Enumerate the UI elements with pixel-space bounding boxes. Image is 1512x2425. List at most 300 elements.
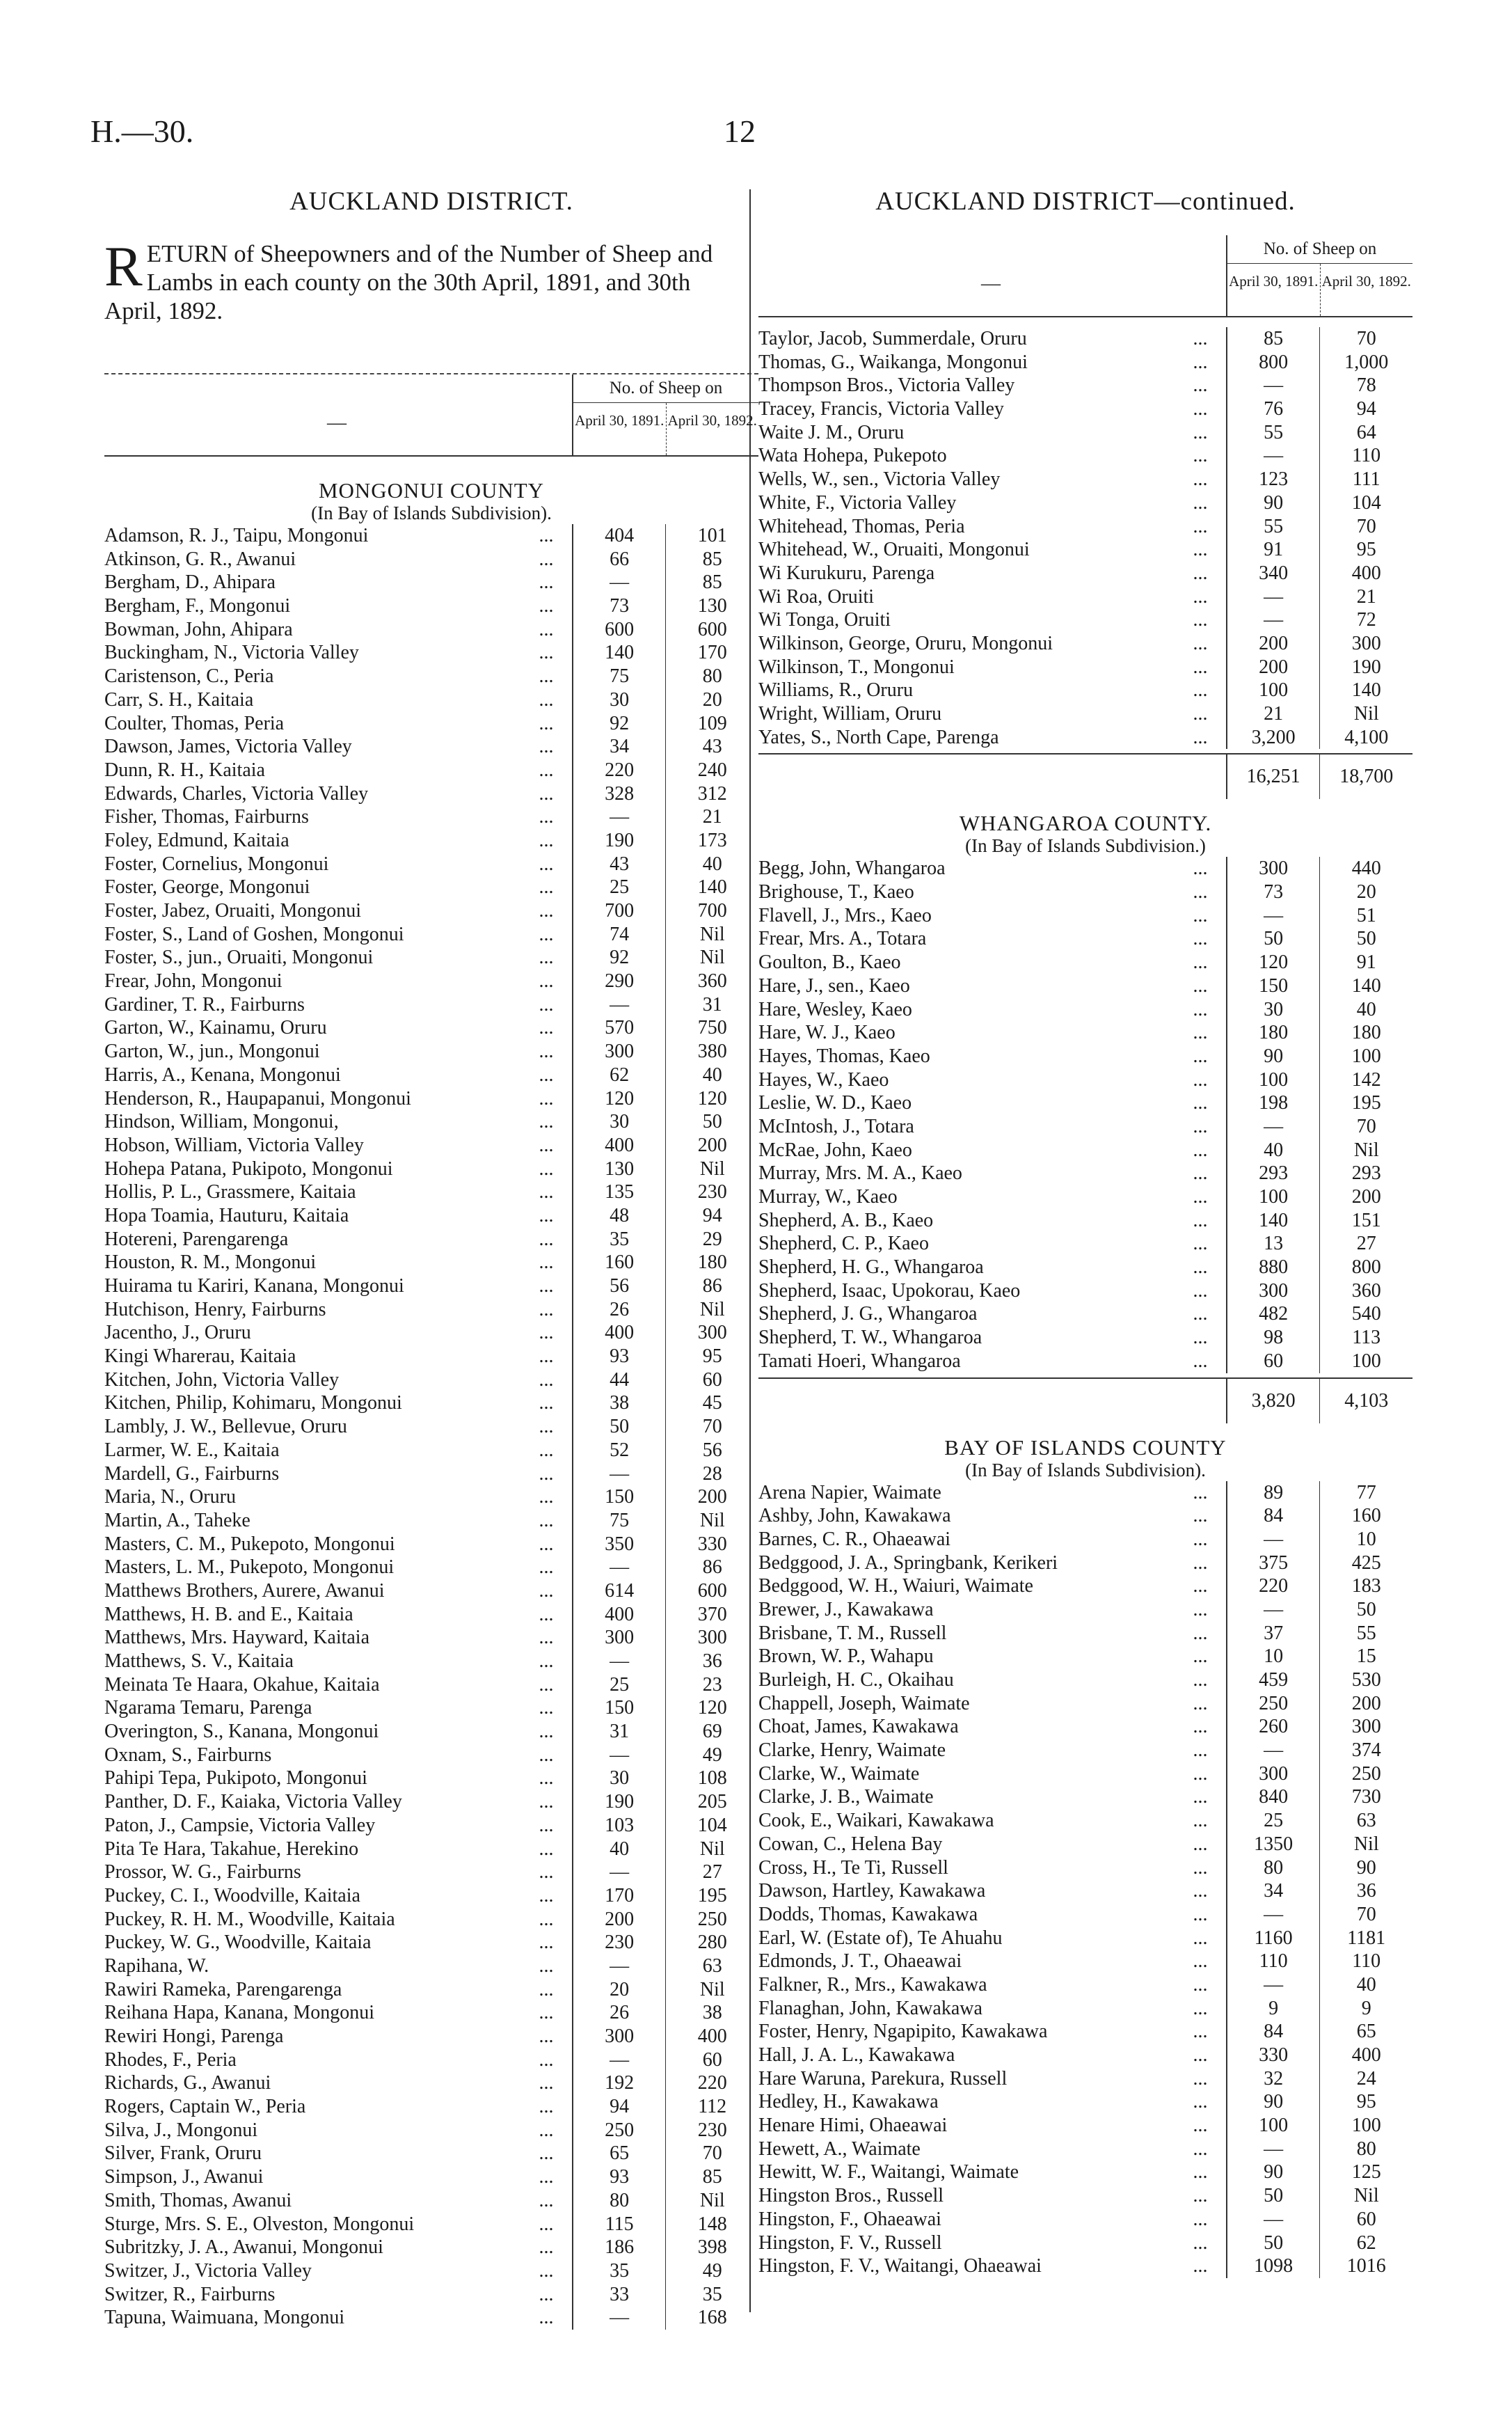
table-row — [104, 1650, 758, 1673]
sheep-1892: 86 — [665, 1556, 758, 1579]
table-row — [758, 1504, 1412, 1528]
sheep-1892: 540 — [1319, 1302, 1412, 1326]
sheep-1892: 400 — [1319, 562, 1412, 585]
sheep-1891: 103 — [572, 1814, 666, 1838]
table-row — [758, 1162, 1412, 1185]
sheep-1892: 110 — [1319, 1950, 1412, 1973]
leader-dots: ... — [539, 876, 554, 899]
leader-dots: ... — [1193, 726, 1208, 748]
sheep-1891: 200 — [1226, 656, 1320, 679]
sheep-1891: 38 — [572, 1391, 666, 1415]
sheep-1892: 20 — [1319, 880, 1412, 904]
owner-name: Leslie, W. D., Kaeo — [758, 1092, 912, 1114]
table-row — [758, 444, 1412, 468]
owner-name: Hohepa Patana, Pukipoto, Mongonui — [104, 1158, 393, 1180]
sheep-1891: 186 — [572, 2236, 666, 2259]
sheep-1891: 350 — [572, 1533, 666, 1556]
sheep-1891: 840 — [1226, 1785, 1320, 1809]
leader-dots: ... — [1193, 858, 1208, 880]
sheep-1892: 300 — [665, 1626, 758, 1650]
table-row — [758, 1785, 1412, 1809]
sheep-1891: 92 — [572, 946, 666, 970]
sheep-1891: 65 — [572, 2142, 666, 2165]
table-row — [104, 1134, 758, 1158]
leader-dots: ... — [539, 1251, 554, 1274]
leader-dots: ... — [1193, 974, 1208, 997]
table-header-right — [758, 235, 1412, 317]
sheep-1891: 120 — [1226, 951, 1320, 974]
table-row — [104, 2283, 758, 2307]
leader-dots: ... — [539, 1017, 554, 1039]
table-row — [758, 656, 1412, 679]
owner-name: Matthews, H. B. and E., Kaitaia — [104, 1603, 353, 1625]
dropcap: R — [104, 235, 143, 298]
leader-dots: ... — [539, 1275, 554, 1297]
leader-dots: ... — [1193, 1622, 1208, 1644]
owner-name: Shepherd, J. G., Whangaroa — [758, 1303, 978, 1325]
sheep-1892: 600 — [665, 1579, 758, 1603]
owner-name: Bergham, D., Ahipara — [104, 571, 276, 594]
section-title-mongonui: MONGONUI COUNTY — [318, 478, 545, 503]
table-row — [758, 1139, 1412, 1162]
sheep-1892: 24 — [1319, 2067, 1412, 2091]
owner-name: Bedggood, J. A., Springbank, Kerikeri — [758, 1551, 1058, 1574]
owner-name: Brighouse, T., Kaeo — [758, 881, 914, 903]
sheep-1891: — — [1226, 2138, 1320, 2161]
leader-dots: ... — [1193, 445, 1208, 467]
leader-dots: ... — [539, 1650, 554, 1672]
sheep-1892: Nil — [665, 1509, 758, 1533]
sheep-1892: 240 — [665, 759, 758, 782]
leader-dots: ... — [1193, 609, 1208, 631]
sheep-1892: 230 — [665, 2119, 758, 2142]
owner-name: Whitehead, W., Oruaiti, Mongonui — [758, 539, 1030, 561]
sheep-1891: 30 — [572, 1767, 666, 1790]
table-row — [758, 1762, 1412, 1786]
table-row — [104, 1064, 758, 1087]
sheep-1892: 120 — [665, 1087, 758, 1111]
sheep-1891: 100 — [1226, 1068, 1320, 1092]
sheep-1891: 50 — [1226, 2184, 1320, 2208]
table-row — [758, 1950, 1412, 1973]
header-col-1891: April 30, 1891. — [575, 412, 665, 429]
table-row — [104, 1884, 758, 1908]
sheep-1892: 60 — [665, 2048, 758, 2072]
total-1891: 3,820 — [1226, 1379, 1320, 1423]
table-row — [758, 1927, 1412, 1950]
leader-dots: ... — [539, 829, 554, 851]
leader-dots: ... — [539, 993, 554, 1016]
sheep-1892: 109 — [665, 712, 758, 736]
owner-name: Cowan, C., Helena Bay — [758, 1833, 943, 1855]
owner-name: Barnes, C. R., Ohaeawai — [758, 1528, 951, 1550]
table-row — [758, 2208, 1412, 2232]
sheep-1892: Nil — [665, 923, 758, 947]
table-row — [104, 970, 758, 993]
owner-name: Paton, J., Campsie, Victoria Valley — [104, 1814, 376, 1836]
table-row — [758, 2254, 1412, 2278]
table-row — [758, 608, 1412, 632]
sheep-1892: 86 — [665, 1274, 758, 1298]
sheep-1892: Nil — [665, 1838, 758, 1861]
sheep-1892: 104 — [1319, 491, 1412, 515]
sheep-1891: 250 — [1226, 1692, 1320, 1716]
owner-name: Hayes, Thomas, Kaeo — [758, 1045, 930, 1067]
leader-dots: ... — [539, 782, 554, 805]
leader-dots: ... — [1193, 951, 1208, 974]
table-row — [758, 1528, 1412, 1551]
sheep-1891: 260 — [1226, 1715, 1320, 1739]
leader-dots: ... — [1193, 2185, 1208, 2207]
table-row — [104, 899, 758, 923]
table-row — [758, 702, 1412, 726]
sheep-1891: 40 — [1226, 1139, 1320, 1162]
sheep-1892: 151 — [1319, 1209, 1412, 1233]
sheep-1891: 180 — [1226, 1021, 1320, 1045]
sheep-1892: 100 — [1319, 1350, 1412, 1373]
owner-name: Foley, Edmund, Kaitaia — [104, 829, 289, 851]
leader-dots: ... — [539, 1111, 554, 1133]
leader-dots: ... — [539, 1721, 554, 1743]
owner-name: McIntosh, J., Totara — [758, 1115, 914, 1137]
leader-dots: ... — [539, 688, 554, 711]
sheep-1892: 62 — [1319, 2232, 1412, 2255]
sheep-1891: — — [1226, 608, 1320, 632]
leader-dots: ... — [1193, 1350, 1208, 1372]
sheep-1892: 64 — [1319, 421, 1412, 445]
owner-name: Wilkinson, George, Oruru, Mongonui — [758, 632, 1053, 654]
owner-name: Brewer, J., Kawakawa — [758, 1598, 934, 1620]
leader-dots: ... — [539, 1509, 554, 1531]
owner-name: Matthews Brothers, Aurere, Awanui — [104, 1579, 385, 1602]
table-row — [104, 1838, 758, 1861]
owner-name: Foster, George, Mongonui — [104, 876, 310, 899]
sheep-1891: — — [572, 2048, 666, 2072]
leader-dots: ... — [1193, 1762, 1208, 1785]
sheep-1891: 93 — [572, 2165, 666, 2189]
owner-name: Dawson, James, Victoria Valley — [104, 736, 352, 758]
sheep-1892: 36 — [665, 1650, 758, 1673]
owner-name: Bedggood, W. H., Waiuri, Waimate — [758, 1575, 1033, 1597]
leader-dots: ... — [1193, 881, 1208, 903]
leader-dots: ... — [539, 1298, 554, 1320]
leader-dots: ... — [539, 1181, 554, 1203]
sheep-1891: 340 — [1226, 562, 1320, 585]
table-row — [104, 1673, 758, 1697]
sheep-1891: 30 — [572, 1110, 666, 1134]
sheep-1891: — — [1226, 1973, 1320, 1997]
sheep-1892: 36 — [1319, 1879, 1412, 1903]
sheep-1891: — — [1226, 1903, 1320, 1927]
leader-dots: ... — [539, 571, 554, 594]
owner-name: Clarke, Henry, Waimate — [758, 1739, 946, 1762]
leader-dots: ... — [1193, 468, 1208, 491]
table-row — [758, 632, 1412, 656]
owner-name: Brisbane, T. M., Russell — [758, 1622, 947, 1644]
leader-dots: ... — [539, 970, 554, 993]
sheep-1892: 90 — [1319, 1856, 1412, 1880]
sheep-1892: 40 — [665, 1064, 758, 1087]
leader-dots: ... — [1193, 351, 1208, 373]
sheep-1891: 25 — [572, 1673, 666, 1697]
table-row — [104, 923, 758, 947]
section-subtitle-bay-of-islands: (In Bay of Islands Subdivision). — [965, 1459, 1206, 1480]
leader-dots: ... — [539, 1204, 554, 1226]
owner-name: Hingston Bros., Russell — [758, 2185, 944, 2207]
sheep-1891: 89 — [1226, 1481, 1320, 1505]
sheep-1891: 35 — [572, 2259, 666, 2283]
sheep-1892: 85 — [665, 571, 758, 594]
sheep-1892: 55 — [1319, 1622, 1412, 1645]
leader-dots: ... — [539, 1041, 554, 1063]
leader-dots: ... — [539, 1087, 554, 1109]
table-row — [758, 927, 1412, 951]
sheep-1892: Nil — [1319, 2184, 1412, 2208]
sheep-1892: 91 — [1319, 951, 1412, 974]
leader-dots: ... — [539, 2002, 554, 2024]
sheep-1891: 94 — [572, 2095, 666, 2119]
owner-name: Oxnam, S., Fairburns — [104, 1744, 272, 1766]
sheep-1892: 200 — [1319, 1692, 1412, 1716]
sheep-1891: 230 — [572, 1931, 666, 1954]
sheep-1891: — — [572, 1954, 666, 1978]
table-row — [104, 946, 758, 970]
leader-dots: ... — [539, 1932, 554, 1954]
sheep-1891: 84 — [1226, 1504, 1320, 1528]
table-row — [104, 735, 758, 759]
sheep-1892: 70 — [665, 2142, 758, 2165]
leader-dots: ... — [539, 1158, 554, 1180]
sheep-1892: 60 — [1319, 2208, 1412, 2232]
table-row — [758, 1481, 1412, 1505]
leader-dots: ... — [1193, 1598, 1208, 1620]
header-group: No. of Sheep on — [573, 374, 758, 403]
sheep-1892: 94 — [665, 1204, 758, 1228]
owner-name: Brown, W. P., Wahapu — [758, 1645, 934, 1668]
owner-name: Hingston, F. V., Russell — [758, 2232, 942, 2254]
owner-name: Kitchen, John, Victoria Valley — [104, 1368, 340, 1391]
owner-name: Meinata Te Haara, Okahue, Kaitaia — [104, 1673, 380, 1696]
table-row — [758, 1973, 1412, 1997]
table-row — [758, 1879, 1412, 1903]
owner-name: Whitehead, Thomas, Peria — [758, 515, 965, 537]
sheep-1892: 360 — [1319, 1279, 1412, 1303]
sheep-1891: 400 — [572, 1134, 666, 1158]
owner-name: Tapuna, Waimuana, Mongonui — [104, 2307, 345, 2329]
owner-name: Henderson, R., Haupapanui, Mongonui — [104, 1087, 411, 1109]
sheep-1892: 230 — [665, 1180, 758, 1204]
sheep-1892: 85 — [665, 2165, 758, 2189]
owner-name: Hall, J. A. L., Kawakawa — [758, 2044, 955, 2066]
sheep-1891: 3,200 — [1226, 726, 1320, 750]
sheep-1891: 32 — [1226, 2067, 1320, 2091]
sheep-1891: 700 — [572, 899, 666, 923]
leader-dots: ... — [1193, 2067, 1208, 2090]
table-row — [104, 1391, 758, 1415]
sheep-1891: 135 — [572, 1180, 666, 1204]
sheep-1891: — — [572, 1861, 666, 1884]
sheep-1892: 50 — [665, 1110, 758, 1134]
section-subtitle-mongonui: (In Bay of Islands Subdivision). — [311, 503, 552, 523]
owner-name: Masters, C. M., Pukepoto, Mongonui — [104, 1533, 395, 1555]
sheep-1891: — — [572, 571, 666, 594]
owner-name: Yates, S., North Cape, Parenga — [758, 726, 999, 748]
sheep-1891: 75 — [572, 665, 666, 688]
table-row — [758, 468, 1412, 491]
owner-name: Hare, J., sen., Kaeo — [758, 974, 910, 997]
sheep-1892: 20 — [665, 688, 758, 712]
leader-dots: ... — [1193, 1973, 1208, 1996]
owner-name: Falkner, R., Mrs., Kawakawa — [758, 1973, 987, 1996]
owner-name: Buckingham, N., Victoria Valley — [104, 642, 359, 664]
sheep-1892: 330 — [665, 1533, 758, 1556]
leader-dots: ... — [1193, 1786, 1208, 1808]
sheep-1891: 190 — [572, 1790, 666, 1814]
leader-dots: ... — [539, 1861, 554, 1883]
owner-name: Rhodes, F., Peria — [104, 2048, 237, 2071]
table-row — [758, 2138, 1412, 2161]
leader-dots: ... — [539, 759, 554, 781]
sheep-1892: 77 — [1319, 1481, 1412, 1505]
leader-dots: ... — [539, 1345, 554, 1368]
table-row — [758, 726, 1412, 750]
table-row — [758, 1279, 1412, 1303]
sheep-1891: 570 — [572, 1016, 666, 1040]
table-row — [758, 1622, 1412, 1645]
owner-name: Sturge, Mrs. S. E., Olveston, Mongonui — [104, 2213, 415, 2235]
leader-dots: ... — [539, 2259, 554, 2282]
sheep-1891: 80 — [1226, 1856, 1320, 1880]
table-row — [104, 594, 758, 618]
sheep-1891: — — [1226, 1598, 1320, 1622]
owner-name: Williams, R., Oruru — [758, 679, 914, 702]
sheep-1891: 300 — [572, 1040, 666, 1064]
leader-dots: ... — [539, 2072, 554, 2094]
sheep-1892: Nil — [665, 1298, 758, 1322]
sheep-1891: 31 — [572, 1720, 666, 1744]
sheep-1892: 50 — [1319, 927, 1412, 951]
table-row — [104, 1180, 758, 1204]
leader-dots: ... — [1193, 2091, 1208, 2113]
owner-name: Cook, E., Waikari, Kawakawa — [758, 1810, 994, 1832]
owner-name: Silver, Frank, Oruru — [104, 2142, 262, 2165]
sheep-1891: 170 — [572, 1884, 666, 1908]
sheep-1892: 180 — [1319, 1021, 1412, 1045]
leader-dots: ... — [1193, 1092, 1208, 1114]
leader-dots: ... — [1193, 1692, 1208, 1714]
right-column — [758, 167, 1412, 2278]
owner-name: Clarke, W., Waimate — [758, 1762, 920, 1785]
table-row — [104, 665, 758, 688]
table-row — [104, 1509, 758, 1533]
leader-dots: ... — [539, 2119, 554, 2141]
leader-dots: ... — [1193, 1810, 1208, 1832]
leader-dots: ... — [539, 1838, 554, 1860]
table-row — [758, 1903, 1412, 1927]
table-row — [758, 857, 1412, 880]
leader-dots: ... — [1193, 1068, 1208, 1091]
sheep-1892: 374 — [1319, 1739, 1412, 1762]
owner-name: Murray, Mrs. M. A., Kaeo — [758, 1162, 962, 1185]
owner-name: Hindson, William, Mongonui, — [104, 1111, 339, 1133]
leader-dots: ... — [1193, 904, 1208, 926]
sheep-1892: 10 — [1319, 1528, 1412, 1551]
table-row — [104, 782, 758, 806]
leader-dots: ... — [539, 665, 554, 688]
leader-dots: ... — [1193, 703, 1208, 725]
district-title-continued: AUCKLAND DISTRICT—continued. — [875, 187, 1296, 216]
sheep-1891: 55 — [1226, 421, 1320, 445]
leader-dots: ... — [539, 2142, 554, 2165]
leader-dots: ... — [1193, 1327, 1208, 1349]
table-row — [104, 1603, 758, 1627]
leader-dots: ... — [1193, 374, 1208, 397]
sheep-1891: — — [572, 805, 666, 829]
owner-name: Thomas, G., Waikanga, Mongonui — [758, 351, 1028, 373]
table-row — [104, 688, 758, 712]
leader-dots: ... — [539, 1486, 554, 1508]
leader-dots: ... — [539, 1767, 554, 1790]
sheep-1891: 30 — [1226, 998, 1320, 1022]
sheep-1892: 205 — [665, 1790, 758, 1814]
table-row — [758, 515, 1412, 539]
table-row — [104, 1744, 758, 1767]
table-row — [758, 1115, 1412, 1139]
sheep-1892: 60 — [665, 1368, 758, 1392]
sheep-1891: 90 — [1226, 2090, 1320, 2114]
table-row — [758, 904, 1412, 928]
sheep-1891: 21 — [1226, 702, 1320, 726]
sheep-1891: 74 — [572, 923, 666, 947]
sheep-1892: 293 — [1319, 1162, 1412, 1185]
table-row — [104, 1158, 758, 1181]
owner-name: Taylor, Jacob, Summerdale, Oruru — [758, 328, 1027, 349]
sheep-1892: 100 — [1319, 1045, 1412, 1068]
table-row — [758, 1350, 1412, 1373]
sheep-1892: 400 — [665, 2025, 758, 2048]
leader-dots: ... — [1193, 1481, 1208, 1503]
table-row — [104, 1462, 758, 1486]
sheep-1892: 63 — [665, 1954, 758, 1978]
owner-name: Garton, W., jun., Mongonui — [104, 1041, 320, 1063]
sheep-1891: 200 — [572, 1908, 666, 1932]
sheep-1891: 50 — [572, 1415, 666, 1439]
leader-dots: ... — [539, 548, 554, 570]
table-row — [758, 2161, 1412, 2184]
leader-dots: ... — [1193, 1303, 1208, 1325]
table-row — [104, 1861, 758, 1884]
sheep-1891: 37 — [1226, 1622, 1320, 1645]
sheep-1891: 300 — [572, 2025, 666, 2048]
leader-dots: ... — [539, 1228, 554, 1250]
sheep-1892: 35 — [665, 2283, 758, 2307]
owner-name: Hopa Toamia, Hauturu, Kaitaia — [104, 1204, 349, 1226]
owner-name: Burleigh, H. C., Okaihau — [758, 1669, 954, 1691]
sheep-1891: 150 — [572, 1485, 666, 1509]
sheep-1891: 73 — [572, 594, 666, 618]
table-row — [104, 2119, 758, 2142]
sheep-1892: 21 — [1319, 585, 1412, 609]
page-number: 12 — [724, 113, 756, 149]
sheep-1892: 70 — [665, 1415, 758, 1439]
owner-name: Reihana Hapa, Kanana, Mongonui — [104, 2002, 374, 2024]
sheep-1891: — — [572, 1462, 666, 1486]
table-row — [758, 1692, 1412, 1716]
table-row — [104, 1204, 758, 1228]
table-row — [758, 1645, 1412, 1668]
table-row — [758, 1668, 1412, 1692]
table-row — [104, 712, 758, 736]
